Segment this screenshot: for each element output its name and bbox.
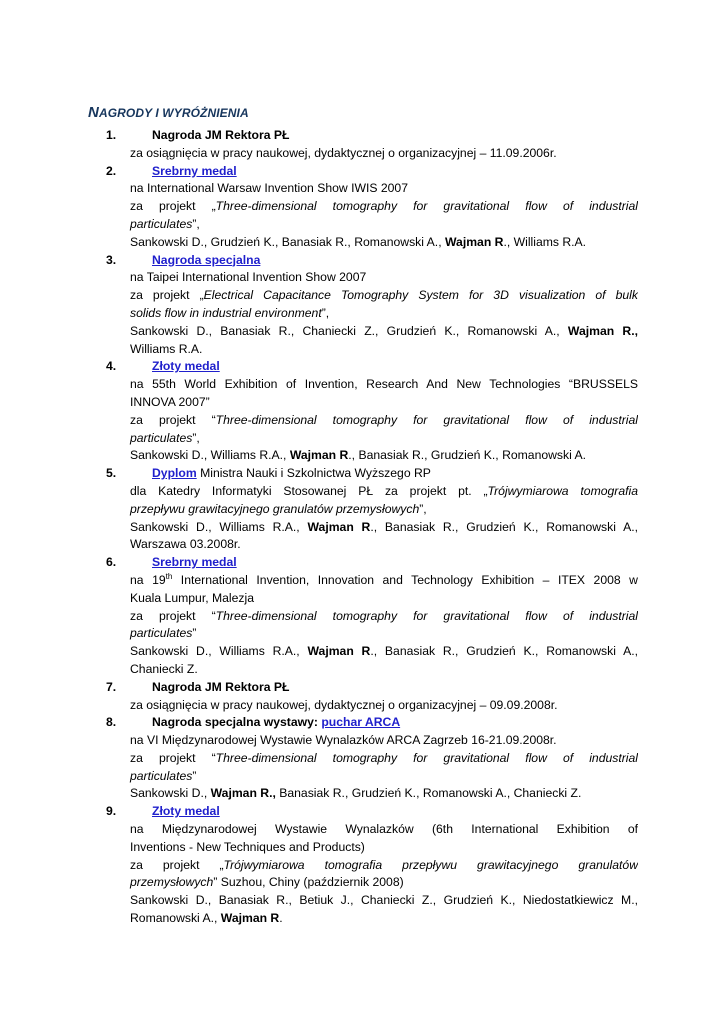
project-title-cont: particulates xyxy=(130,430,193,445)
award-event-cont: Inventions - New Techniques and Products) xyxy=(130,839,365,854)
authors-part: ., Williams R.A. xyxy=(503,234,587,249)
project-prefix: za projekt “ xyxy=(130,412,216,427)
project-title: Three-dimensional tomography for gravitational flow of industrial xyxy=(215,750,638,765)
project-prefix: za projekt „ xyxy=(130,199,216,214)
authors-part: . xyxy=(279,911,283,926)
project-title: Three-dimensional tomography for gravitational flow of industrial xyxy=(215,412,638,427)
award-event: na International Warsaw Invention Show IWIS 2007 xyxy=(130,181,408,196)
award-project-line xyxy=(0,483,638,501)
project-title-cont: particulates xyxy=(130,216,193,231)
award-item-7 xyxy=(0,679,724,715)
author-highlight: Wajman R xyxy=(307,644,371,659)
authors-part: Romanowski A., xyxy=(130,911,221,926)
event-part: International Invention, Innovation and Technology Exhibition – ITEX 2008 w xyxy=(172,572,638,587)
project-suffix: ”, xyxy=(419,501,427,516)
project-title-cont: solids flow in industrial environment xyxy=(130,305,322,320)
award-project-line xyxy=(0,198,638,216)
award-item-2 xyxy=(0,163,724,252)
award-place-date: Warszawa 03.2008r. xyxy=(130,537,241,552)
authors-part: ., Banasiak R., Grudzień K., Romanowski A., xyxy=(370,519,638,534)
award-project-line-cont xyxy=(0,430,638,448)
award-project-line xyxy=(0,287,638,305)
project-suffix: ” Suzhou, Chiny (październik 2008) xyxy=(213,875,404,890)
award-event: na Taipei International Invention Show 2007 xyxy=(130,270,367,285)
award-event: na VI Międzynarodowej Wystawie Wynalazków ARCA Zagrzeb 16-21.09.2008r. xyxy=(130,733,557,748)
award-title-line xyxy=(0,358,660,376)
award-project-line-cont xyxy=(0,625,638,643)
project-title: Trójwymiarowa tomografia przepływu grawitacyjnego granulatów xyxy=(223,857,638,872)
author-highlight: Wajman R xyxy=(289,448,349,463)
award-number: 6. xyxy=(106,555,117,570)
project-title: Three-dimensional tomography for gravitational flow of industrial xyxy=(215,608,638,623)
heading-rest: AGRODY I WYRÓŻNIENIA xyxy=(98,106,249,120)
project-title-cont: przepływu grawitacyjnego granulatów przemysłowych xyxy=(130,501,420,516)
award-authors xyxy=(0,785,638,803)
award-number: 9. xyxy=(106,804,117,819)
authors-part: ., Banasiak R., Grudzień K., Romanowski A. xyxy=(348,448,587,463)
award-title: Nagroda JM Rektora PŁ xyxy=(152,679,290,694)
award-title-link[interactable]: puchar ARCA xyxy=(321,715,401,730)
award-item-4 xyxy=(0,358,724,465)
author-highlight: Wajman R xyxy=(220,911,280,926)
award-event xyxy=(0,572,638,590)
award-item-1 xyxy=(0,127,724,163)
award-event-cont: Kuala Lumpur, Malezja xyxy=(130,590,254,605)
project-prefix: za projekt “ xyxy=(130,608,216,623)
project-title-cont: przemysłowych xyxy=(130,875,214,890)
award-number: 1. xyxy=(106,128,117,142)
authors-part: ., Banasiak R., Grudzień K., Romanowski A., xyxy=(370,644,638,659)
project-prefix: za projekt „ xyxy=(130,288,204,303)
authors-part: Sankowski D., Banasiak R., Chaniecki Z., Grudzień K., Romanowski A., xyxy=(130,323,568,338)
award-title: Nagroda JM Rektora PŁ xyxy=(152,128,290,142)
award-authors: Sankowski D., Banasiak R., Betiuk J., Chaniecki Z., Grudzień K., Niedostatkiewicz M., xyxy=(130,893,638,908)
project-suffix: ” xyxy=(192,626,197,641)
award-project-line-cont xyxy=(0,501,638,519)
award-project-line-cont xyxy=(0,305,638,323)
event-part: na 19 xyxy=(130,572,166,587)
project-suffix: ” xyxy=(192,768,197,783)
project-title: Trójwymiarowa tomografia xyxy=(487,483,638,498)
award-project-line xyxy=(0,412,638,430)
award-project-line xyxy=(0,857,638,875)
authors-part: Sankowski D., Williams R.A., xyxy=(130,644,308,659)
authors-part: Sankowski D., Williams R.A., xyxy=(130,519,308,534)
authors-part: Sankowski D., Williams R.A., xyxy=(130,448,290,463)
award-project-line xyxy=(0,608,638,626)
award-authors xyxy=(0,323,638,341)
project-title-cont: particulates xyxy=(130,626,193,641)
project-title: Electrical Capacitance Tomography System for 3D visualization of bulk xyxy=(203,288,638,303)
award-number: 2. xyxy=(106,163,117,178)
award-authors-cont xyxy=(0,910,638,928)
heading-initial: N xyxy=(88,104,99,121)
award-number: 7. xyxy=(106,679,117,694)
award-authors xyxy=(0,643,638,661)
project-title-cont: particulates xyxy=(130,768,193,783)
award-number: 4. xyxy=(106,359,117,374)
award-number: 5. xyxy=(106,466,117,481)
award-number: 3. xyxy=(106,252,117,267)
award-item-9 xyxy=(0,803,724,928)
award-item-3 xyxy=(0,252,724,359)
author-highlight: Wajman R xyxy=(307,519,371,534)
award-event: na 55th World Exhibition of Invention, Research And New Technologies “BRUSSELS xyxy=(130,377,638,392)
award-project-line-cont xyxy=(0,768,638,786)
section-heading xyxy=(88,104,249,121)
awards-list xyxy=(0,127,724,928)
author-highlight: Wajman R., xyxy=(210,786,276,801)
project-suffix: ”, xyxy=(321,305,330,320)
award-title-line xyxy=(0,803,660,821)
award-authors xyxy=(0,234,638,252)
authors-part: Sankowski D., xyxy=(130,786,211,801)
award-description: za osiągnięcia w pracy naukowej, dydaktycznej o organizacyjnej – 09.09.2008r. xyxy=(130,697,558,712)
award-event: na Międzynarodowej Wystawie Wynalazków (6th International Exhibition of xyxy=(130,822,638,837)
award-authors-cont: Williams R.A. xyxy=(130,341,203,356)
project-suffix: ”, xyxy=(192,430,200,445)
award-title-link[interactable]: Srebrny medal xyxy=(152,163,237,178)
award-title-line xyxy=(0,465,660,483)
author-highlight: Wajman R xyxy=(444,234,504,249)
award-event-cont: INNOVA 2007” xyxy=(130,394,210,409)
award-title-line xyxy=(0,714,660,732)
ordinal-suffix: th xyxy=(165,571,173,581)
award-title-link[interactable]: Nagroda specjalna xyxy=(152,252,261,267)
award-item-6 xyxy=(0,554,724,679)
award-title: Nagroda specjalna wystawy: xyxy=(152,715,322,730)
award-description: za osiągnięcia w pracy naukowej, dydaktycznej o organizacyjnej – 11.09.2006r. xyxy=(130,145,557,160)
award-project-line-cont xyxy=(0,216,638,234)
award-item-5 xyxy=(0,465,724,554)
authors-part: Banasiak R., Grudzień K., Romanowski A., Chaniecki Z. xyxy=(275,786,582,801)
project-title: Three-dimensional tomography for gravitational flow of industrial xyxy=(215,199,638,214)
award-title-link[interactable]: Dyplom xyxy=(152,466,197,481)
award-title-line xyxy=(0,554,660,572)
project-prefix: za projekt „ xyxy=(130,857,224,872)
award-project-line-cont xyxy=(0,874,638,892)
award-title-link[interactable]: Złoty medal xyxy=(152,804,220,819)
award-title-line xyxy=(0,252,660,270)
award-title-line xyxy=(0,163,660,181)
project-prefix: za projekt “ xyxy=(130,750,216,765)
award-authors-cont: Chaniecki Z. xyxy=(130,661,198,676)
project-prefix: dla Katedry Informatyki Stosowanej PŁ za projekt pt. „ xyxy=(130,483,488,498)
award-authors xyxy=(0,519,638,537)
award-title-rest: Ministra Nauki i Szkolnictwa Wyższego RP xyxy=(196,466,431,481)
award-title-link[interactable]: Srebrny medal xyxy=(152,555,237,570)
award-title-link[interactable]: Złoty medal xyxy=(152,359,220,374)
author-highlight: Wajman R., xyxy=(567,323,638,338)
award-authors xyxy=(0,447,638,465)
award-item-8 xyxy=(0,714,724,803)
award-number: 8. xyxy=(106,715,117,730)
authors-part: Sankowski D., Grudzień K., Banasiak R., Romanowski A., xyxy=(130,234,445,249)
project-suffix: ”, xyxy=(192,216,200,231)
award-project-line xyxy=(0,750,638,768)
